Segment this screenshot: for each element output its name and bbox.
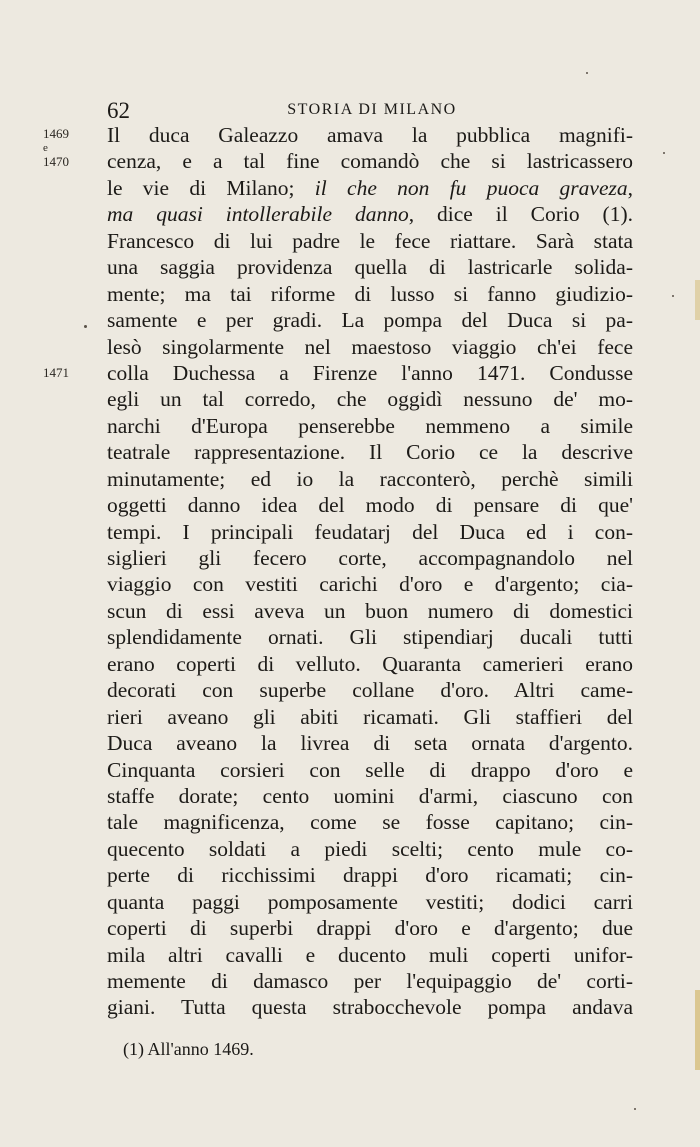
text-line: scun di essi aveva un buon numero di domestici: [107, 598, 633, 623]
text-line: le vie di Milano; il che non fu puoca graveza,: [107, 175, 633, 200]
ink-speck: [634, 1108, 636, 1110]
text-line: ma quasi intollerabile danno, dice il Corio (1).: [107, 202, 633, 227]
text-line: quecento soldati a piedi scelti; cento mule co-: [107, 836, 633, 861]
text-line: staffe dorate; cento uomini d'armi, ciascuno con: [107, 783, 633, 808]
text-line: mente; ma tai riforme di lusso si fanno giudizio-: [107, 281, 633, 306]
page-number: 62: [107, 98, 130, 123]
text-line: Francesco di lui padre le fece riattare. Sarà stata: [107, 228, 633, 253]
margin-year-note: 1471: [43, 364, 69, 380]
quotation: il che non fu puoca graveza: [314, 175, 628, 200]
text-line: splendidamente ornati. Gli stipendiarj ducali tutti: [107, 625, 633, 650]
text-line: samente e per gradi. La pompa del Duca si pa-: [107, 308, 633, 333]
text-line: narchi d'Europa penserebbe nemmeno a simile: [107, 413, 633, 438]
text-line: giani. Tutta questa strabocchevole pompa andava: [107, 995, 633, 1020]
page-edge-stain: [695, 990, 700, 1070]
footnote: (1) All'anno 1469.: [123, 1039, 254, 1059]
text-line: rieri aveano gli abiti ricamati. Gli staffieri del: [107, 704, 633, 729]
text-line: siglieri gli fecero corte, accompagnandolo nel: [107, 546, 633, 570]
page-header: [107, 98, 637, 124]
text-line: teatrale rappresentazione. Il Corio ce la descrive: [107, 440, 633, 465]
text-line: lesò singolarmente nel maestoso viaggio ch'ei fece: [107, 334, 633, 359]
text-line: minutamente; ed io la racconterò, perchè simili: [107, 466, 633, 491]
running-title: STORIA DI MILANO: [287, 101, 457, 118]
quotation: ma quasi intollerabile danno: [107, 202, 409, 227]
text-line: mila altri cavalli e ducento muli coperti unifor-: [107, 942, 633, 967]
page-edge-stain: [695, 280, 700, 320]
body-text: [43, 122, 633, 1021]
text-line: erano coperti di velluto. Quaranta camerieri erano: [107, 651, 633, 676]
text-line: quanta paggi pomposamente vestiti; dodici carri: [107, 889, 633, 914]
text-line: Duca aveano la livrea di seta ornata d'argento.: [107, 731, 633, 756]
text-line: memente di damasco per l'equipaggio de' corti-: [107, 969, 633, 993]
text-line: egli un tal corredo, che oggidì nessuno de' mo-: [107, 387, 633, 412]
margin-year-conjunction: e: [43, 142, 48, 155]
margin-year-note: 1470: [43, 154, 69, 170]
text-line: e 1470 cenza, e a tal fine comandò che si lastricassero: [107, 148, 633, 174]
text-line: tempi. I principali feudatarj del Duca ed i con-: [107, 519, 633, 544]
ink-speck: [672, 295, 674, 297]
text-line: tale magnificenza, come se fosse capitano; cin-: [107, 810, 633, 835]
text-line: una saggia providenza quella di lastricarle solida-: [107, 255, 633, 280]
text-line: viaggio con vestiti carichi d'oro e d'argento; cia-: [107, 572, 633, 597]
text-line: oggetti danno idea del modo di pensare di que': [107, 493, 633, 518]
text-line: Cinquanta corsieri con selle di drappo d'oro e: [107, 757, 633, 782]
text-line: decorati con superbe collane d'oro. Altri came-: [107, 678, 633, 703]
text-line: 1471 colla Duchessa a Firenze l'anno 1471. Condusse: [43, 360, 633, 385]
text-line: 1469 Il duca Galeazzo amava la pubblica magnifi-: [43, 123, 633, 147]
text-line: coperti di superbi drappi d'oro e d'argento; due: [107, 916, 633, 941]
margin-year-note: 1469: [43, 126, 69, 141]
ink-speck: [586, 72, 588, 74]
ink-speck: [84, 325, 87, 328]
ink-speck: [663, 152, 665, 154]
text-line: perte di ricchissimi drappi d'oro ricamati; cin-: [107, 863, 633, 888]
